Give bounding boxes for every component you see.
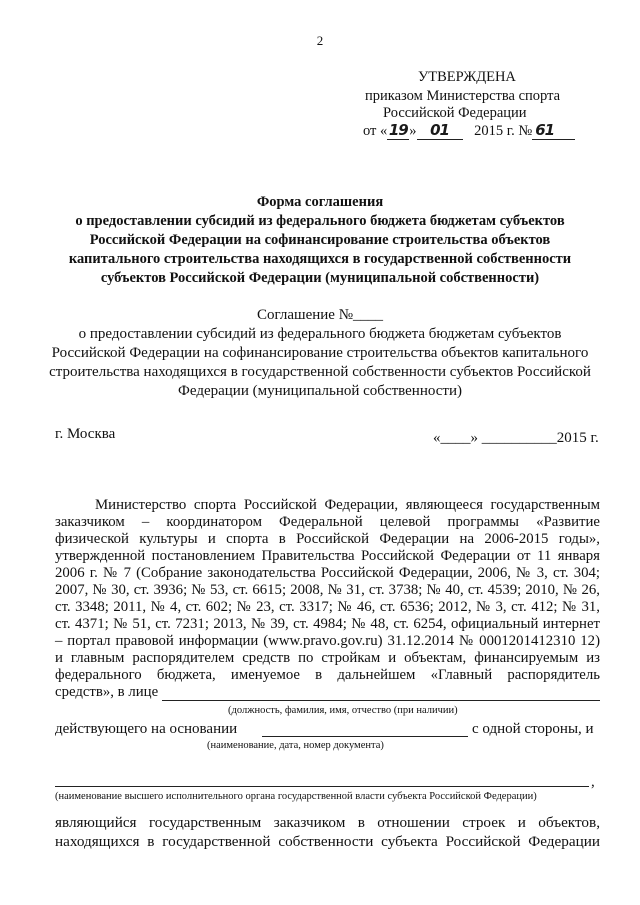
form-title-line: Российской Федерации на софинансирование строительства объектов — [89, 232, 551, 248]
caption-authority: (наименование высшего исполнительного органа государственной власти субъекта Российской Федерации) — [55, 791, 537, 802]
closing-line: находящихся в государственной собственности субъекта Российской Федерации — [55, 833, 600, 850]
authority-name-blank — [55, 786, 589, 787]
body-line: – портал правовой информации (www.pravo.gov.ru) 31.12.2014 № 0001201412310 12) — [55, 633, 600, 649]
agreement-title-line: Российской Федерации на софинансирование строительства объектов капитального — [51, 345, 589, 361]
body-line: средств», в лице — [55, 684, 159, 700]
approval-date-line — [363, 122, 575, 140]
form-title-line: о предоставлении субсидий из федерального бюджета бюджетам субъектов — [75, 213, 565, 229]
body-line: федерального бюджета, именуемое в дальнейшем «Главный распорядитель — [55, 667, 600, 683]
approval-number: 61 — [532, 122, 575, 140]
page-number: 2 — [316, 33, 324, 48]
one-side-text: с одной стороны, и — [472, 721, 594, 737]
approval-date-prefix: от « — [363, 123, 388, 139]
approval-ministry: Российской Федерации — [383, 105, 527, 121]
trailing-comma: , — [591, 774, 595, 790]
form-title-line: Форма соглашения — [256, 194, 384, 210]
approval-month: 01 — [417, 122, 463, 140]
caption-document: (наименование, дата, номер документа) — [207, 740, 384, 751]
form-title-line: капитального строительства находящихся в государственной собственности — [68, 251, 572, 267]
approval-order: приказом Министерства спорта — [365, 88, 561, 104]
agreement-number-line: Соглашение №____ — [256, 307, 384, 323]
body-line: 2006 г. № 7 (Собрание законодательства Российской Федерации, 2006, № 3, ст. 304; — [55, 565, 600, 581]
place-of-signing: г. Москва — [55, 426, 116, 442]
approval-year-number: 2015 г. № — [474, 123, 533, 139]
approval-day: 19 — [388, 121, 408, 139]
body-line: 2007, № 30, ст. 3936; № 53, ст. 6615; 2008, № 31, ст. 3738; № 40, ст. 4539; 2010, № 26, — [55, 582, 600, 598]
body-line: физической культуры и спорта в Российской Федерации на 2006-2015 годы», — [55, 531, 600, 547]
body-line: Министерство спорта Российской Федерации, являющееся государственным — [95, 497, 600, 513]
body-line: заказчиком – координатором Федеральной целевой программы «Развитие — [55, 514, 600, 530]
body-line: и главным распорядителем средств по стройкам и объектам, финансируемым из — [55, 650, 600, 666]
approval-heading: УТВЕРЖДЕНА — [418, 69, 516, 85]
caption-position: (должность, фамилия, имя, отчество (при наличии) — [228, 705, 458, 716]
closing-line: являющийся государственным заказчиком в отношении строек и объектов, — [55, 814, 600, 831]
body-line: ст. 3348; 2011, № 4, ст. 602; № 23, ст. 3317; № 46, ст. 6536; 2012, № 3, ст. 412; № 31, — [55, 599, 600, 615]
body-line: ст. 4371; № 51, ст. 7231; 2013, № 39, ст. 4984; № 48, ст. 6254, официальный интернет — [55, 616, 600, 632]
agreement-title-line: о предоставлении субсидий из федерального бюджета бюджетам субъектов — [78, 326, 562, 342]
position-name-blank — [162, 700, 600, 701]
basis-document-blank — [262, 736, 468, 737]
acting-basis-label: действующего на основании — [55, 721, 238, 737]
body-line: утвержденной постановлением Правительства Российской Федерации от 11 января — [55, 548, 600, 564]
agreement-title-line: строительства находящихся в государственной собственности субъектов Российской — [49, 364, 591, 380]
agreement-date-blank: «____» __________2015 г. — [433, 430, 599, 446]
form-title-line: субъектов Российской Федерации (муниципальной собственности) — [100, 270, 540, 286]
agreement-title-line: Федерации (муниципальной собственности) — [178, 383, 462, 399]
approval-date-mid: » — [409, 123, 417, 139]
